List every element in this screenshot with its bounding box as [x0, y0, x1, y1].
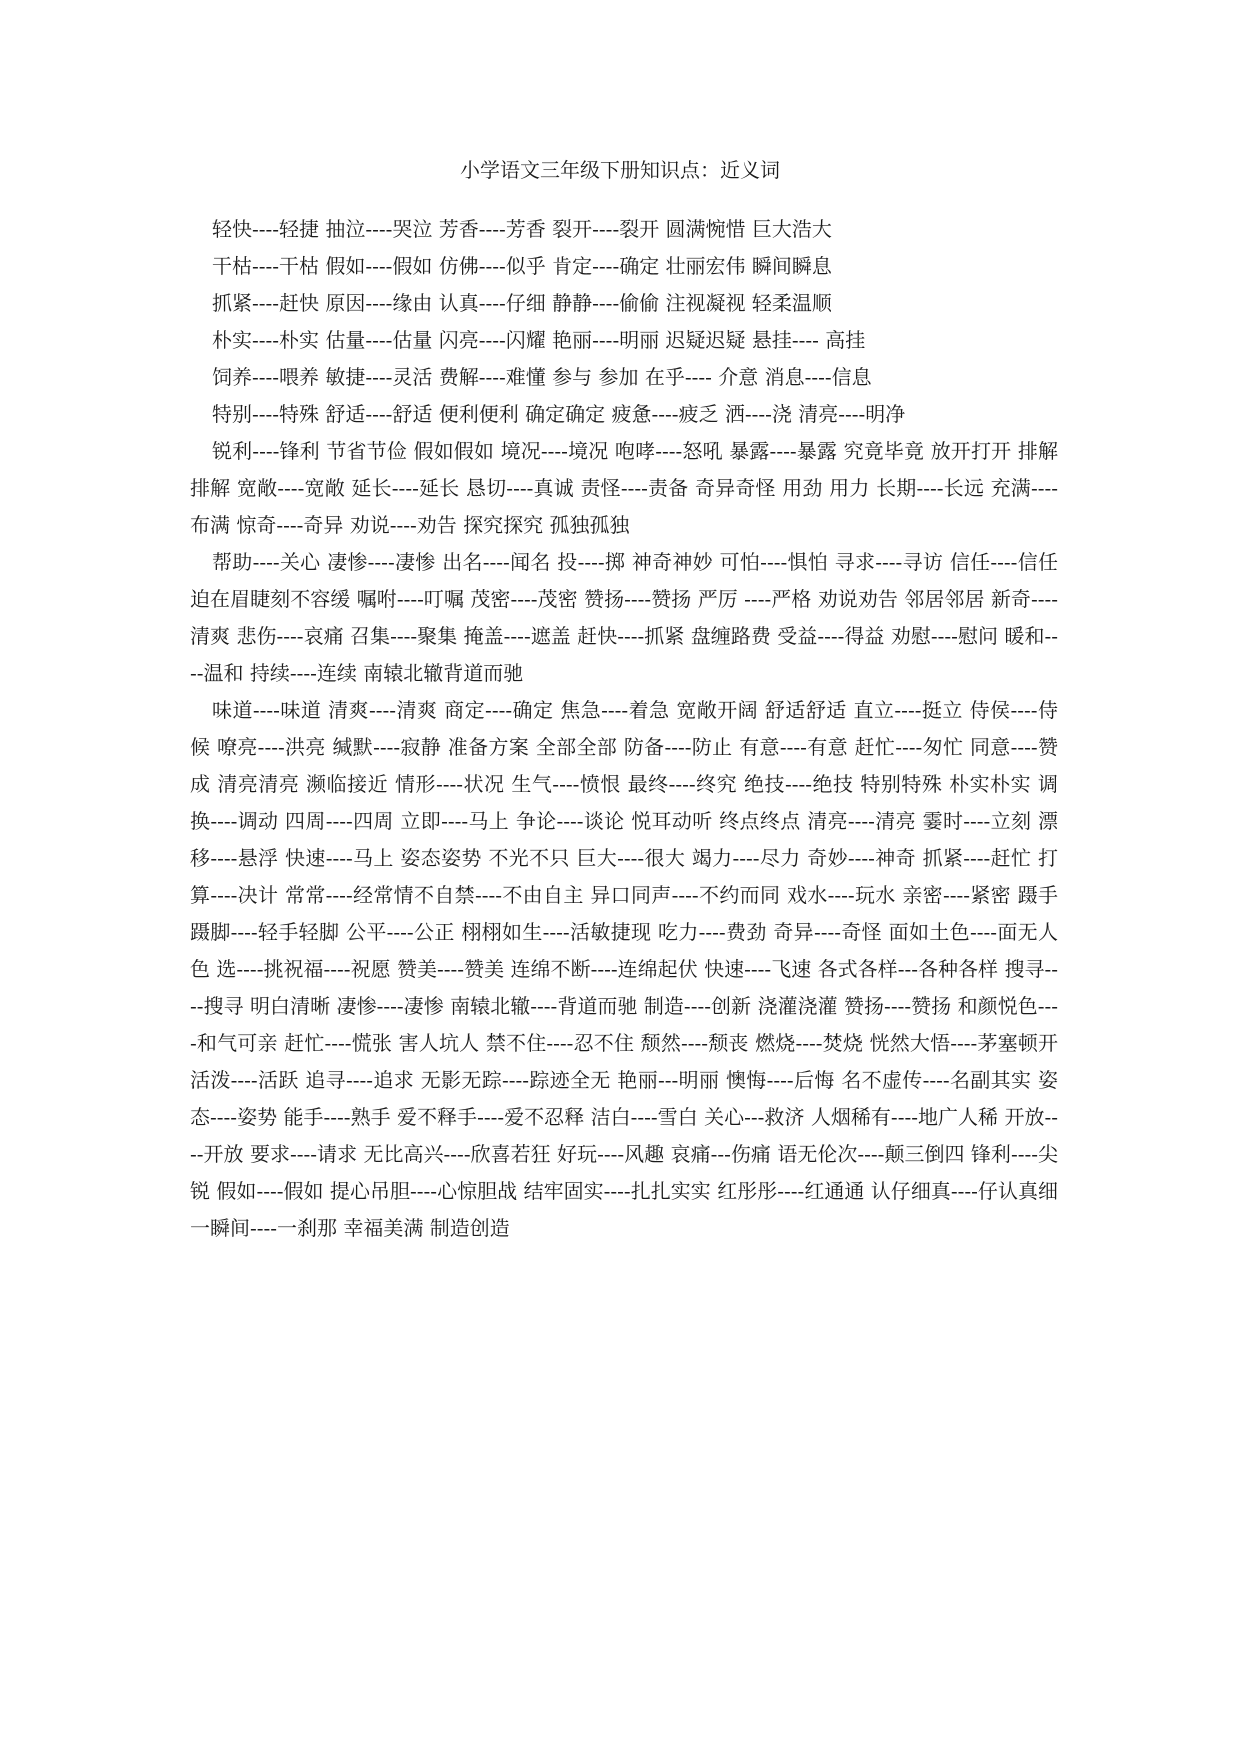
paragraph: 特别----特殊 舒适----舒适 便利便利 确定确定 疲惫----疲乏 洒----浇 清亮----明净 [212, 402, 906, 426]
document-title: 小学语文三年级下册知识点：近义词 [460, 158, 780, 182]
document-body [190, 211, 1058, 1247]
paragraph: 抓紧----赶快 原因----缘由 认真----仔细 静静----偷偷 注视凝视 轻柔温顺 [212, 291, 832, 315]
paragraph: 味道----味道 清爽----清爽 商定----确定 焦急----着急 宽敞开阔 舒适舒适 直立----挺立 侍侯----侍候 嘹亮----洪亮 缄默----寂静 准备方案 全部全部 防备----防止 有意----有意 赶忙----匆忙 同意----赞成 清亮清亮 濒临接近 情形----状况 生气----愤恨 最终----终究 绝技----绝技 特别特殊 朴实朴实 调换----调动 四周----四周 立即----马上 争论----谈论 悦耳动听 终点终点 清亮----清亮 霎时----立刻 漂移----悬浮 快速----马上 姿态姿势 不光不只 巨大----很大 竭力----尽力 奇妙----神奇 抓紧----赶忙 打算----决计 常常----经常情不自禁----不由自主 异口同声----不约而同 戏水----玩水 亲密----紧密 蹑手蹑脚----轻手轻脚 公平----公正 栩栩如生----活敏捷现 吃力----费劲 奇异----奇怪 面如土色----面无人色 选----挑祝福----祝愿 赞美----赞美 连绵不断----连绵起伏 快速----飞速 各式各样---各种各样 搜寻----搜寻 明白清晰 凄惨----凄惨 南辕北辙----背道而驰 制造----创新 浇灌浇灌 赞扬----赞扬 和颜悦色----和气可亲 赶忙----慌张 害人坑人 禁不住----忍不住 颓然----颓丧 燃烧----焚烧 恍然大悟----茅塞顿开 活泼----活跃 追寻----追求 无影无踪----踪迹全无 艳丽---明丽 懊悔----后悔 名不虚传----名副其实 姿态----姿势 能手----熟手 爱不释手----爱不忍释 洁白----雪白 关心---救济 人烟稀有----地广人稀 开放----开放 要求----请求 无比高兴----欣喜若狂 好玩----风趣 哀痛---伤痛 语无伦次----颠三倒四 锋利----尖锐 假如----假如 提心吊胆----心惊胆战 结牢固实----扎扎实实 红彤彤----红通通 认仔细真----仔认真细 一瞬间----一刹那 幸福美满 制造创造 [190, 698, 1058, 1240]
paragraph: 干枯----干枯 假如----假如 仿佛----似乎 肯定----确定 壮丽宏伟 瞬间瞬息 [212, 254, 832, 278]
paragraph: 锐利----锋利 节省节俭 假如假如 境况----境况 咆哮----怒吼 暴露----暴露 究竟毕竟 放开打开 排解排解 宽敞----宽敞 延长----延长 恳切----真诚 责怪----责备 奇异奇怪 用劲 用力 长期----长远 充满----布满 惊奇----奇异 劝说----劝告 探究探究 孤独孤独 [190, 439, 1058, 537]
paragraph: 饲养----喂养 敏捷----灵活 费解----难懂 参与 参加 在乎---- 介意 消息----信息 [212, 365, 872, 389]
paragraph: 轻快----轻捷 抽泣----哭泣 芳香----芳香 裂开----裂开 圆满惋惜 巨大浩大 [212, 217, 832, 241]
paragraph: 朴实----朴实 估量----估量 闪亮----闪耀 艳丽----明丽 迟疑迟疑 悬挂---- 高挂 [212, 328, 866, 352]
paragraph: 帮助----关心 凄惨----凄惨 出名----闻名 投----掷 神奇神妙 可怕----惧怕 寻求----寻访 信任----信任 迫在眉睫刻不容缓 嘱咐----叮嘱 茂密----茂密 赞扬----赞扬 严厉 ----严格 劝说劝告 邻居邻居 新奇----清爽 悲伤----哀痛 召集----聚集 掩盖----遮盖 赶快----抓紧 盘缠路费 受益----得益 劝慰----慰问 暖和----温和 持续----连续 南辕北辙背道而驰 [190, 550, 1058, 685]
